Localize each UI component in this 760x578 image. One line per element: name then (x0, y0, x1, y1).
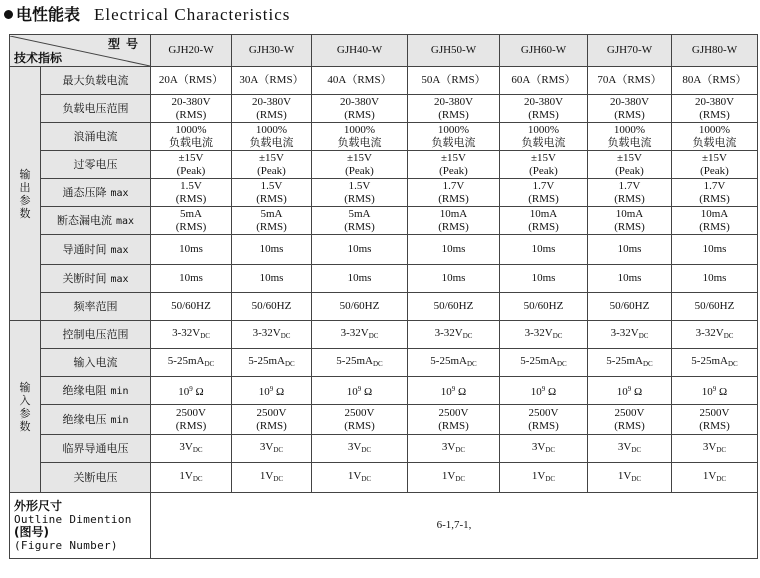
value-cell: 1.7V (RMS) (588, 179, 672, 207)
value-cell: 1000% 负载电流 (232, 123, 312, 151)
value-cell: 1000% 负载电流 (588, 123, 672, 151)
value-cell: 10ms (151, 235, 232, 265)
param-suffix: min (110, 414, 129, 426)
param-name: 关断电压 (73, 471, 118, 484)
input-row (10, 405, 758, 435)
value-cell: 5mA (RMS) (232, 207, 312, 235)
value-cell: 5mA (RMS) (151, 207, 232, 235)
value-cell: 10ms (408, 235, 500, 265)
value-cell: 10ms (408, 265, 500, 293)
output-row (10, 123, 758, 151)
param-suffix: max (110, 187, 129, 199)
value-cell: 2500V (RMS) (312, 405, 408, 435)
param-label (41, 123, 151, 151)
value-cell: $3-32V_{DC}$ (232, 321, 312, 349)
value-cell: 10ms (151, 265, 232, 293)
outline-label (10, 493, 151, 559)
value-cell: 20-380V (RMS) (500, 95, 588, 123)
value-cell: 50/60HZ (672, 293, 758, 321)
value-cell: $3V_{DC}$ (672, 435, 758, 463)
value-cell: 1000% 负载电流 (312, 123, 408, 151)
param-label (41, 435, 151, 463)
value-cell: 70A（RMS） (588, 67, 672, 95)
value-cell: 10mA (RMS) (672, 207, 758, 235)
value-cell: ±15V (Peak) (588, 151, 672, 179)
header-model-label: 型号 (107, 36, 144, 51)
value-cell: 1.7V (RMS) (408, 179, 500, 207)
input_group-label: 输 入 参 数 (10, 321, 41, 493)
value-cell: 10ms (672, 265, 758, 293)
param-label (41, 67, 151, 95)
value-cell: 10ms (500, 265, 588, 293)
param-name: 浪涌电流 (73, 130, 118, 143)
value-cell: 10mA (RMS) (408, 207, 500, 235)
param-name: 通态压降 (62, 185, 107, 199)
value-cell: $3V_{DC}$ (232, 435, 312, 463)
value-cell: $10^9$ Ω (151, 377, 232, 405)
param-label (41, 321, 151, 349)
value-cell: $3-32V_{DC}$ (588, 321, 672, 349)
value-cell: 2500V (RMS) (500, 405, 588, 435)
output-row (10, 67, 758, 95)
value-cell: 2500V (RMS) (672, 405, 758, 435)
input-row (10, 435, 758, 463)
value-cell: $3-32V_{DC}$ (408, 321, 500, 349)
header-row (10, 35, 758, 67)
model-header: GJH70-W (588, 35, 672, 67)
param-suffix: max (110, 244, 129, 256)
value-cell: 10ms (588, 235, 672, 265)
value-cell: 20-380V (RMS) (312, 95, 408, 123)
value-cell: $3V_{DC}$ (588, 435, 672, 463)
value-cell: ±15V (Peak) (500, 151, 588, 179)
value-cell: $3V_{DC}$ (408, 435, 500, 463)
header-corner (10, 35, 151, 67)
header-spec-label: 技术指标 (14, 50, 63, 65)
value-cell: 50A（RMS） (408, 67, 500, 95)
value-cell: 1.5V (RMS) (312, 179, 408, 207)
param-suffix: max (115, 215, 135, 227)
value-cell: 1000% 负载电流 (672, 123, 758, 151)
value-cell: 50/60HZ (232, 293, 312, 321)
value-cell: $5-25mA_{DC}$ (151, 349, 232, 377)
model-header: GJH50-W (408, 35, 500, 67)
value-cell: 10ms (500, 235, 588, 265)
value-cell: ±15V (Peak) (312, 151, 408, 179)
param-label (41, 405, 151, 435)
value-cell: 1.5V (RMS) (151, 179, 232, 207)
value-cell: $5-25mA_{DC}$ (672, 349, 758, 377)
value-cell: $1V_{DC}$ (672, 463, 758, 493)
value-cell: 10ms (588, 265, 672, 293)
value-cell: $1V_{DC}$ (500, 463, 588, 493)
param-name: 临界导通电压 (62, 442, 129, 455)
param-name: 绝缘电阻 (62, 383, 107, 397)
value-cell: $3V_{DC}$ (500, 435, 588, 463)
value-cell: 10ms (312, 235, 408, 265)
value-cell: 50/60HZ (500, 293, 588, 321)
value-cell: 10ms (672, 235, 758, 265)
value-cell: $10^9$ Ω (408, 377, 500, 405)
value-cell: $3V_{DC}$ (312, 435, 408, 463)
input-row (10, 349, 758, 377)
value-cell: $3-32V_{DC}$ (500, 321, 588, 349)
output-row (10, 95, 758, 123)
value-cell: $1V_{DC}$ (312, 463, 408, 493)
model-header: GJH80-W (672, 35, 758, 67)
output-row (10, 265, 758, 293)
param-label (41, 265, 151, 293)
model-header: GJH30-W (232, 35, 312, 67)
output-row (10, 207, 758, 235)
param-name: 绝缘电压 (62, 412, 107, 426)
value-cell: $10^9$ Ω (312, 377, 408, 405)
param-label (41, 463, 151, 493)
param-label (41, 179, 151, 207)
value-cell: $1V_{DC}$ (232, 463, 312, 493)
param-name: 断态漏电流 (56, 213, 112, 227)
param-name: 最大负载电流 (62, 74, 129, 87)
title-en: Electrical Characteristics (94, 5, 291, 24)
value-cell: 2500V (RMS) (588, 405, 672, 435)
input-row (10, 377, 758, 405)
outline-value: 6-1,7-1, (151, 493, 758, 559)
value-cell: 10ms (232, 265, 312, 293)
output_group-label: 输 出 参 数 (10, 67, 41, 321)
input-row (10, 463, 758, 493)
param-label (41, 207, 151, 235)
input-row (10, 321, 758, 349)
param-suffix: min (110, 385, 129, 397)
param-suffix: max (110, 273, 129, 285)
value-cell: 50/60HZ (312, 293, 408, 321)
output-row (10, 151, 758, 179)
value-cell: 20-380V (RMS) (151, 95, 232, 123)
value-cell: $5-25mA_{DC}$ (232, 349, 312, 377)
value-cell: 60A（RMS） (500, 67, 588, 95)
param-name: 关断时间 (62, 271, 107, 285)
outline-row (10, 493, 758, 559)
value-cell: 1000% 负载电流 (408, 123, 500, 151)
value-cell: $3-32V_{DC}$ (312, 321, 408, 349)
param-label (41, 349, 151, 377)
value-cell: 1.7V (RMS) (672, 179, 758, 207)
value-cell: 10mA (RMS) (500, 207, 588, 235)
figure-cn-title: (图号) (14, 524, 49, 539)
value-cell: 1000% 负载电流 (151, 123, 232, 151)
value-cell: $1V_{DC}$ (588, 463, 672, 493)
figure-en-title: (Figure Number) (14, 538, 118, 552)
value-cell: 80A（RMS） (672, 67, 758, 95)
value-cell: 5mA (RMS) (312, 207, 408, 235)
value-cell: 2500V (RMS) (151, 405, 232, 435)
value-cell: $3-32V_{DC}$ (151, 321, 232, 349)
param-name: 控制电压范围 (62, 328, 129, 341)
title-cn: 电性能表 (16, 5, 81, 24)
outline-cn-title: 外形尺寸 (14, 498, 63, 513)
value-cell: $10^9$ Ω (588, 377, 672, 405)
value-cell: 20-380V (RMS) (588, 95, 672, 123)
param-name: 频率范围 (73, 300, 118, 313)
value-cell: 20-380V (RMS) (232, 95, 312, 123)
value-cell: ±15V (Peak) (232, 151, 312, 179)
value-cell: 2500V (RMS) (232, 405, 312, 435)
value-cell: $1V_{DC}$ (151, 463, 232, 493)
value-cell: 10mA (RMS) (588, 207, 672, 235)
model-header: GJH20-W (151, 35, 232, 67)
model-header: GJH40-W (312, 35, 408, 67)
output-row (10, 293, 758, 321)
value-cell: ±15V (Peak) (672, 151, 758, 179)
param-label (41, 95, 151, 123)
value-cell: 2500V (RMS) (408, 405, 500, 435)
value-cell: 1000% 负载电流 (500, 123, 588, 151)
value-cell: 40A（RMS） (312, 67, 408, 95)
param-name: 输入电流 (73, 356, 118, 369)
model-header: GJH60-W (500, 35, 588, 67)
outline-en-title: Outline Dimention (14, 512, 132, 526)
value-cell: $5-25mA_{DC}$ (500, 349, 588, 377)
value-cell: $5-25mA_{DC}$ (312, 349, 408, 377)
value-cell: $5-25mA_{DC}$ (408, 349, 500, 377)
value-cell: 1.7V (RMS) (500, 179, 588, 207)
value-cell: $1V_{DC}$ (408, 463, 500, 493)
value-cell: $3-32V_{DC}$ (672, 321, 758, 349)
param-label (41, 293, 151, 321)
output-row (10, 235, 758, 265)
bullet-icon (4, 10, 13, 19)
value-cell: 10ms (232, 235, 312, 265)
value-cell: 50/60HZ (588, 293, 672, 321)
value-cell: 20-380V (RMS) (408, 95, 500, 123)
param-name: 过零电压 (73, 158, 118, 171)
param-label (41, 235, 151, 265)
value-cell: 10ms (312, 265, 408, 293)
value-cell: $10^9$ Ω (232, 377, 312, 405)
value-cell: $5-25mA_{DC}$ (588, 349, 672, 377)
value-cell: 20A（RMS） (151, 67, 232, 95)
param-label (41, 151, 151, 179)
value-cell: 50/60HZ (408, 293, 500, 321)
value-cell: 50/60HZ (151, 293, 232, 321)
electrical-characteristics-table (9, 34, 758, 559)
param-name: 负载电压范围 (62, 102, 129, 115)
value-cell: 30A（RMS） (232, 67, 312, 95)
param-name: 导通时间 (62, 242, 107, 256)
value-cell: $10^9$ Ω (672, 377, 758, 405)
value-cell: $3V_{DC}$ (151, 435, 232, 463)
page-title (4, 4, 290, 26)
value-cell: $10^9$ Ω (500, 377, 588, 405)
param-label (41, 377, 151, 405)
value-cell: 1.5V (RMS) (232, 179, 312, 207)
output-row (10, 179, 758, 207)
value-cell: ±15V (Peak) (408, 151, 500, 179)
value-cell: ±15V (Peak) (151, 151, 232, 179)
value-cell: 20-380V (RMS) (672, 95, 758, 123)
